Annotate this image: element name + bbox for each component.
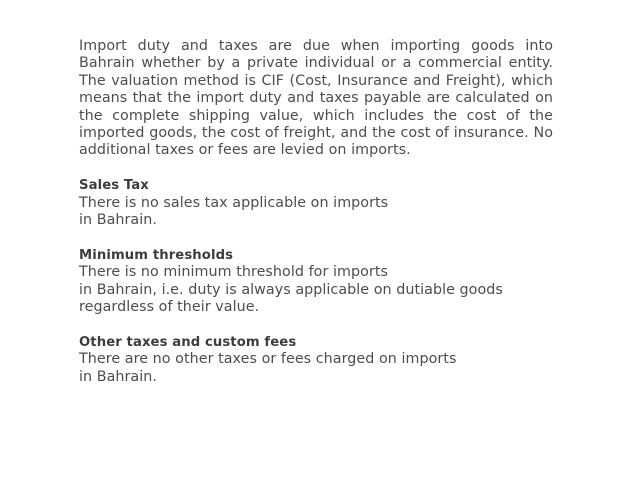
- section-body-line-tail: in Bahrain, i.e. duty is always applicable on dutiable goods regardless of their value.: [79, 281, 503, 316]
- paragraph-spacer: [79, 229, 553, 246]
- section-body-line-main: There is no sales tax applicable on imports: [79, 194, 389, 211]
- paragraph-spacer: [79, 316, 553, 333]
- section-body-minimum-thresholds: [79, 264, 553, 316]
- section-body-sales-tax: [79, 195, 553, 230]
- section-body-line-tail: in Bahrain.: [79, 368, 157, 385]
- paragraph-spacer: [79, 160, 553, 177]
- section-body-line-main: There are no other taxes or fees charged on imports: [79, 351, 457, 368]
- section-body-line-main: There is no minimum threshold for imports: [79, 264, 388, 281]
- intro-paragraph: Import duty and taxes are due when importing goods into Bahrain whether by a private individual or a commercial entity. The valuation method is CIF (Cost, Insurance and Freight), which means that the import duty and taxes payable are calculated on the complete shipping value, which includes the cost of the imported goods, the cost of freight, and the cost of insurance. No additional taxes or fees are levied on imports.: [79, 38, 553, 159]
- section-body-line-tail: in Bahrain.: [79, 212, 157, 229]
- section-heading-minimum-thresholds: Minimum thresholds: [79, 247, 234, 263]
- section-body-other-taxes-and-custom-fees: [79, 351, 553, 386]
- section-heading-sales-tax: Sales Tax: [79, 178, 149, 194]
- document-text-body: [79, 38, 553, 386]
- section-heading-other-taxes-and-custom-fees: Other taxes and custom fees: [79, 334, 297, 350]
